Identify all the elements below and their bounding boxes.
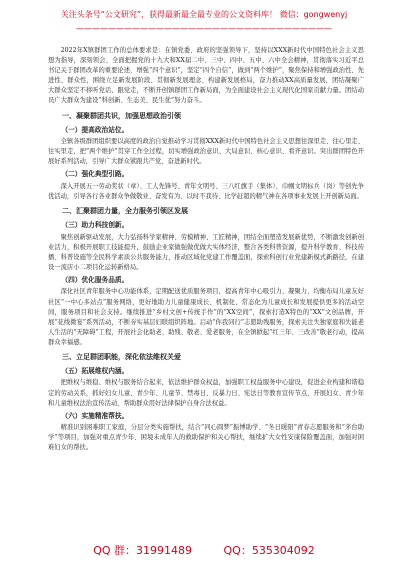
subsection-heading: （四）优化服务品质。	[61, 275, 129, 284]
subsection-text: 精准识别困难职工家庭，分层分类实施帮扶，结合“同心圆梦”振博助学、“冬日暖阳”青春志愿服务和“茅台助学”等项目，加强对重点青少年、困境未成年人的救助保护和关心帮扶，继续扩大女性安康保险覆盖面，加强对困难妇女的帮扶。	[48, 424, 364, 452]
qq-group-text: QQ 群：31991489	[93, 544, 192, 557]
subsection-heading: （二）强化典型引路。	[61, 170, 129, 179]
section-heading: 一、凝聚群团共识，加强思想政治引领	[62, 111, 181, 120]
footer-contact	[0, 540, 408, 562]
subsection-heading: （一）提高政治站位。	[61, 125, 129, 134]
banner-text: 关注头条号“公文研究”，获得最新最全最专业的公文资料库！ 微信：gongwenyj	[60, 10, 348, 19]
subsection-text: 聚焦创新驱动发展，大力弘扬科学家精神、劳模精神、工匠精神，团结全面塑造发展新优势，不断激发创新创业活力，积极开展职工技能提升，鼓励企业家做强做优做大实体经济，整合各类科普资源，提升科学教育、科技传播、科普设施等全民科学素质公共服务能力，推动区域化党建工作覆盖面，探索科创行业党建新模式新路径，在建设一流店小二项目化运转新格局。	[48, 233, 364, 271]
subsection-text: 深入开展五一劳动奖状（章）、工人先锋号、青年文明号、三八红旗手（集体）、巾帼文明标兵（岗）等创先争优活动，引导各行各业群众争做敬业、奋发有为、以时不我待、比学赶超的精气神在各项事业发展上开创新局面。	[48, 182, 364, 200]
section-1	[48, 111, 364, 202]
banner-rule: ————————————————————————————————	[76, 24, 332, 33]
subsection-text: 把维权与维稳、维权与服务结合起来，依法维护群众权益，加强职工权益服务中心建设，促进企业构建和谐稳定的劳动关系，抓好妇女儿童、青少年、儿童节、禁毒日、反暴力日、宪法日等教育宣传节点，开展妇女、青少年和儿童维权法治宣传活动，帮助群众用好法律保护自身合法权益。	[48, 379, 364, 407]
section-2	[48, 206, 364, 348]
qq-number-text: QQ：535304092	[223, 544, 315, 557]
document-body	[48, 46, 364, 530]
section-heading: 二、汇聚群团力量，全力服务引领区发展	[62, 207, 188, 216]
subsection-heading: （六）实施精准帮扶。	[61, 411, 129, 420]
subsection-text: 全镇各级群团组织要以高度的政治自觉推动学习贯彻XXX新时代中国特色社会主义思想往深里走、往心里走、往实里走，把“两个维护”贯穿工作全过程，切实增强政治意识、大局意识、核心意识、看齐意识。突出群团特色开展好系列活动，引导广大群众紧跟共产党、奋进新时代。	[48, 138, 364, 166]
subsection-heading: （三）助力科技创新。	[61, 221, 129, 230]
subsection-heading: （五）拓展维权内涵。	[61, 366, 129, 375]
section-heading: 三、立足群团职能，深化依法维权关爱	[62, 352, 181, 361]
header-banner	[52, 8, 356, 36]
subsection-text: 深化社区青年服务中心功能体系，定期配送优质服务项目，提高青年中心吸引力、凝聚力、均衡布局儿童友好社区“一中心多站点”服务网络，更好地助力儿童健康成长、机制化、常态化为儿童成长和发展提供更多的活动空间，服务项目和社会支持。继续推进“乡村文创+传统手作”的“XX空间”，探索打造X特色的“XX”文创品牌，开展“花线微宴”系列活动，不断夯实基层妇联组织阵地。启动“你我同行”志愿助残服务，探索关注失独家庭和失能老人生活的“无障碍”工程，开展社会化助老、助残、敬老、爱老服务，在全镇掀起“红三年、三改善”敬老行动，提高群众幸福感。	[48, 288, 364, 346]
section-3	[48, 352, 364, 454]
intro-paragraph: 2022年X镇群团工作的总体要求是：在镇党委、政府的坚强领导下，坚持以XXX新时代中国特色社会主义思想为指导，深刻领会、全面把握党的十九大和XX届二中、三中、四中、五中、六中全会精神，贯彻落实习近平总书记关于群团改革的重要论述，增强“四个意识”，坚定“四个自信”，做到“两个维护”，聚焦保持和增强政治性、先进性、群众性，围绕立足新发展阶段、贯彻新发展理念、构建新发展格局，奋力推动XX高质量发展，团结凝聚广大群众坚定不移听党话、跟党走，不断开创镇群团工作新局面，为全面建设社会主义现代化国家贡献力量。团结动员广大群众为建设“科创新、生态美、民生优”努力奋斗。	[48, 47, 364, 105]
